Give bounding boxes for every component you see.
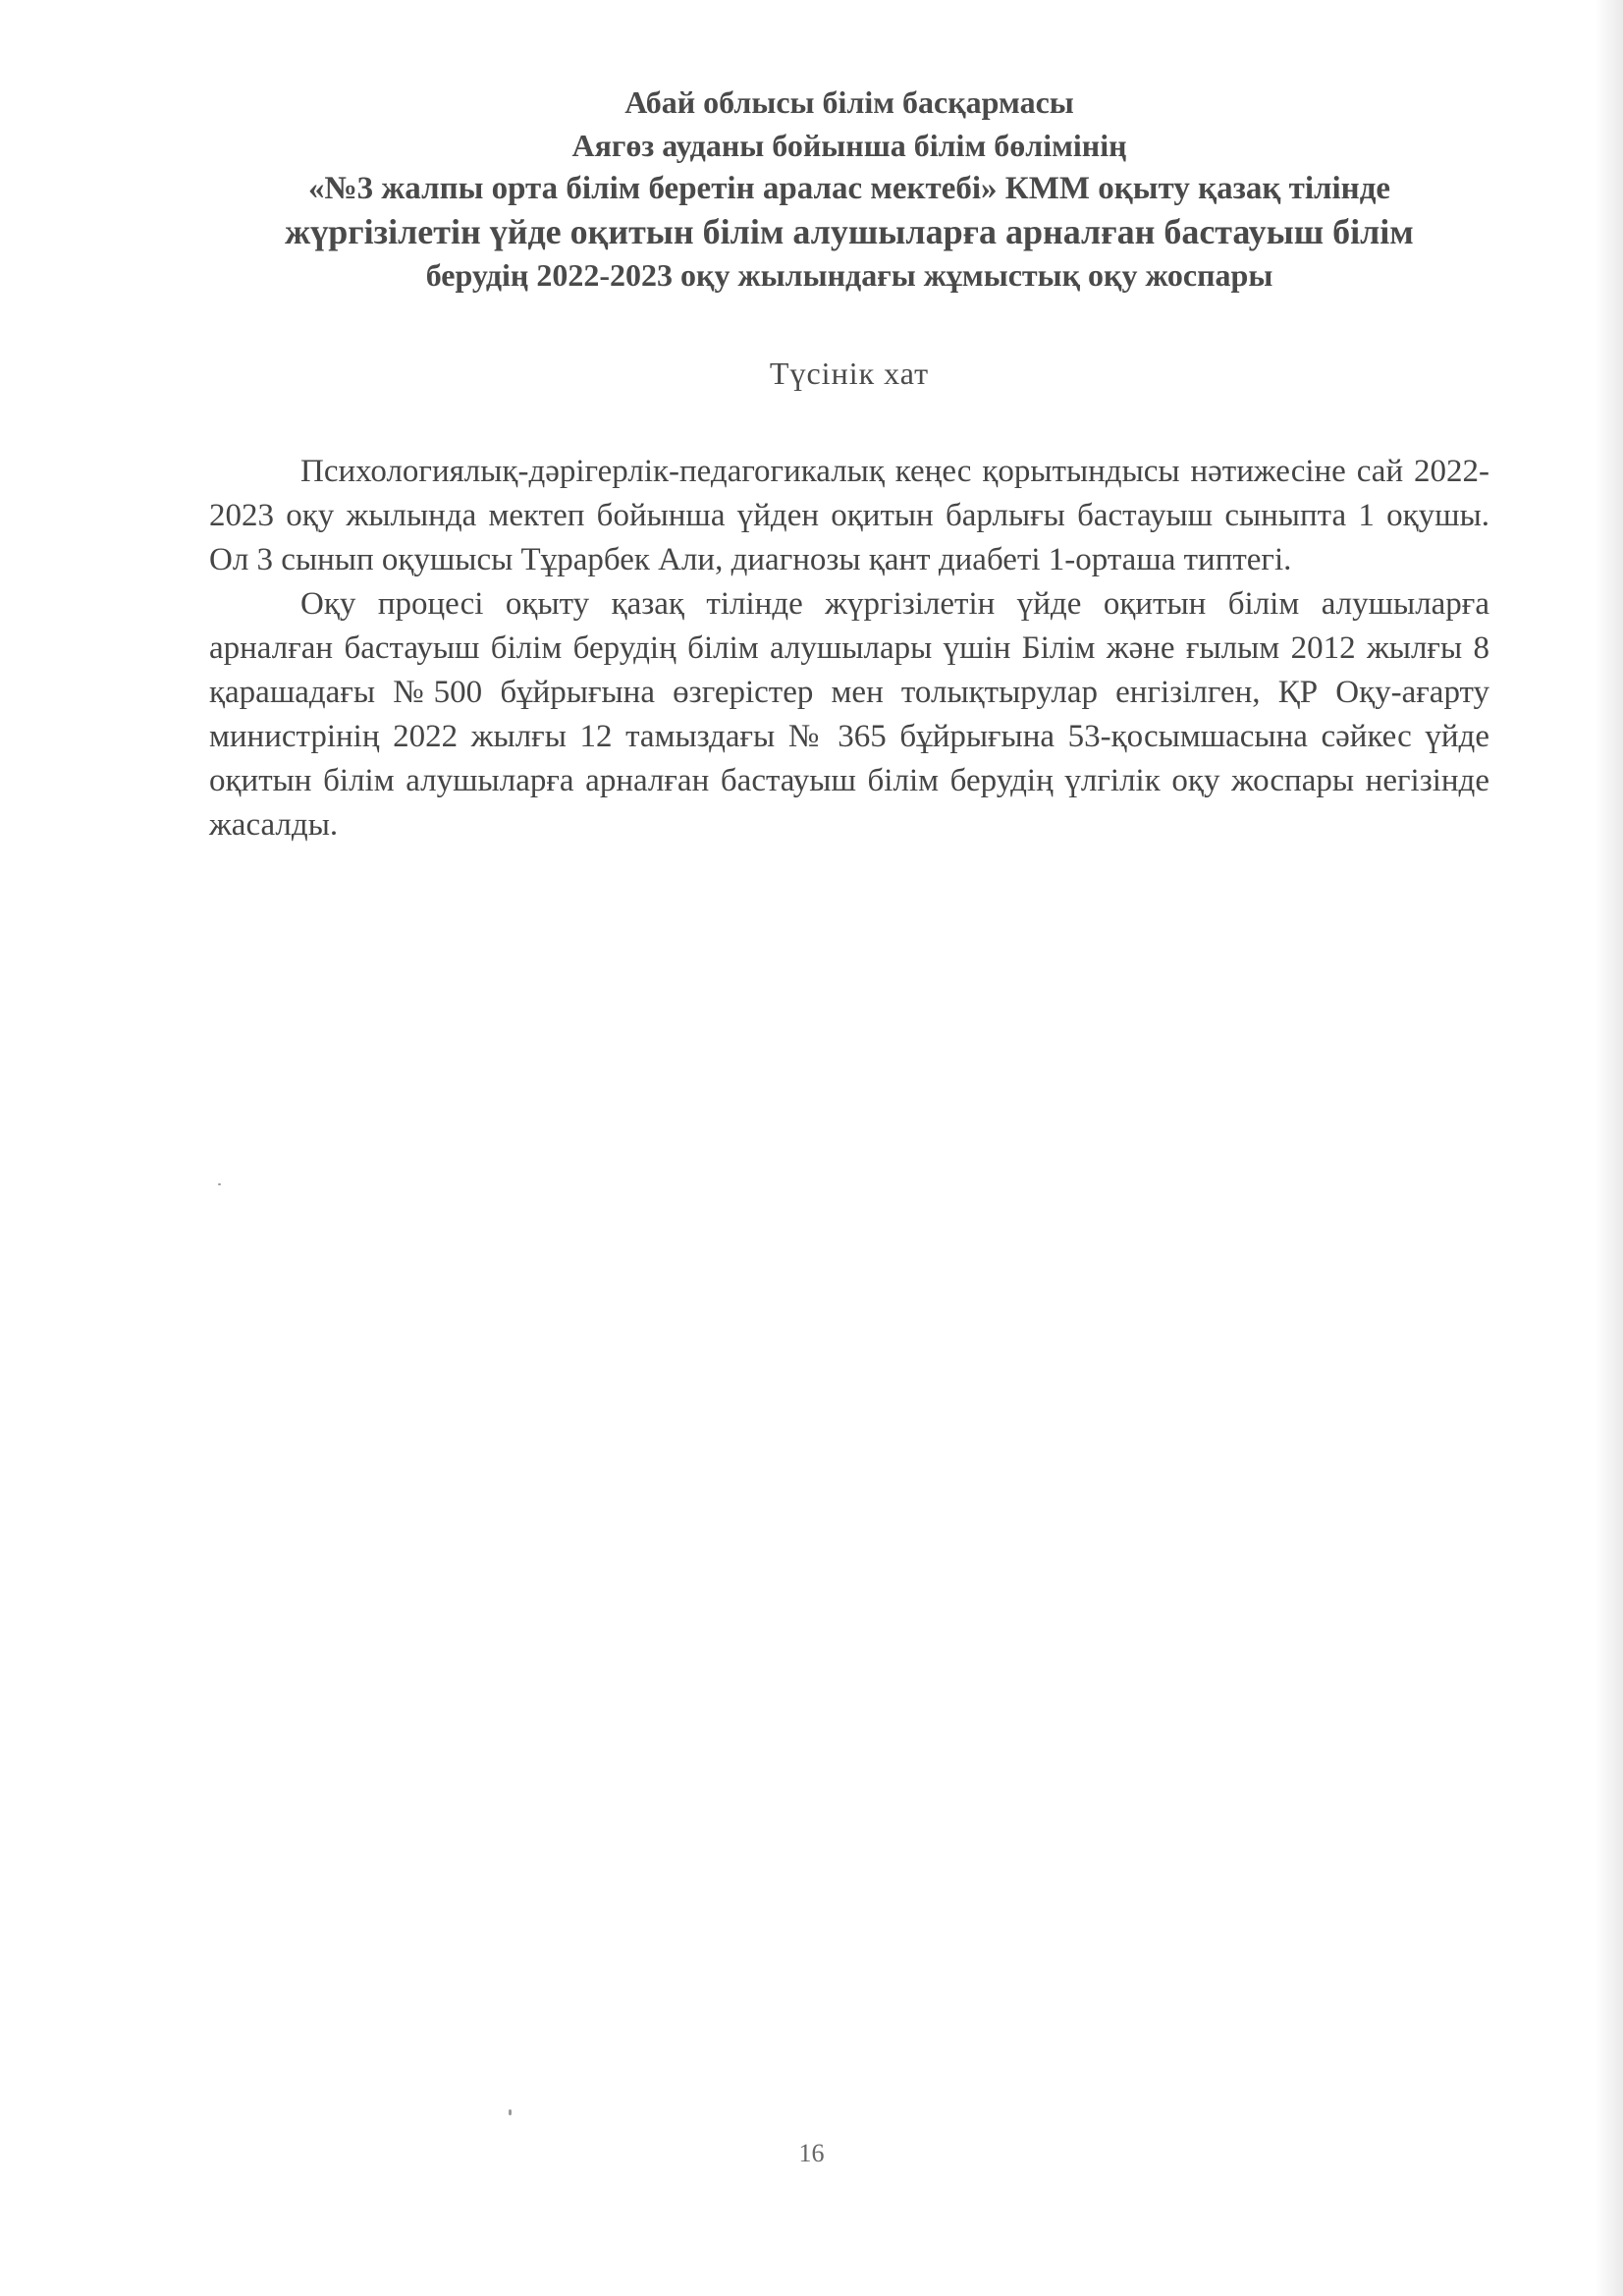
- scan-speck: [509, 2109, 512, 2115]
- header-line-1: Абай облысы білім басқармасы: [624, 84, 1074, 120]
- header-line-2: Аягөз ауданы бойынша білім бөлімінің: [571, 128, 1127, 163]
- paragraph-1: Психологиялық-дәрігерлік-педагогикалық кеңес қорытындысы нәтижесіне сай 2022-2023 оқу жылында мектеп бойынша үйден оқитын барлығы бастауыш сыныпта 1 оқушы. Ол 3 сынып оқушысы Тұрарбек Али, диагнозы қант диабеті 1-орташа типтегі.: [209, 454, 1489, 577]
- header-line-5: берудің 2022-2023 оқу жылындағы жұмыстық оқу жоспары: [425, 257, 1273, 293]
- page-number: 16: [798, 2139, 825, 2167]
- scan-speck: [218, 1183, 221, 1185]
- document-body: [209, 450, 1489, 847]
- header-line-4: жүргізілетін үйде оқитын білім алушыларға арналған бастауыш білім: [285, 212, 1414, 251]
- document-header: [196, 81, 1502, 297]
- document-subtitle: Түсінік хат: [769, 355, 930, 391]
- scan-edge-shadow: [1596, 0, 1623, 2296]
- paragraph-2: Оқу процесі оқыту қазақ тілінде жүргізілетін үйде оқитын білім алушыларға арналған бастауыш білім берудің білім алушылары үшін Білім және ғылым 2012 жылғы 8 қарашадағы №500 бұйрығына өзгерістер мен толықтырулар енгізілген, ҚР Оқу-ағарту министрінің 2022 жылғы 12 тамыздағы № 365 бұйрығына 53-қосымшасына сәйкес үйде оқитын білім алушыларға арналған бастауыш білім берудің үлгілік оқу жоспары негізінде жасалды.: [209, 586, 1489, 843]
- header-line-3: «№3 жалпы орта білім беретін аралас мектебі» КММ оқыту қазақ тілінде: [307, 171, 1391, 206]
